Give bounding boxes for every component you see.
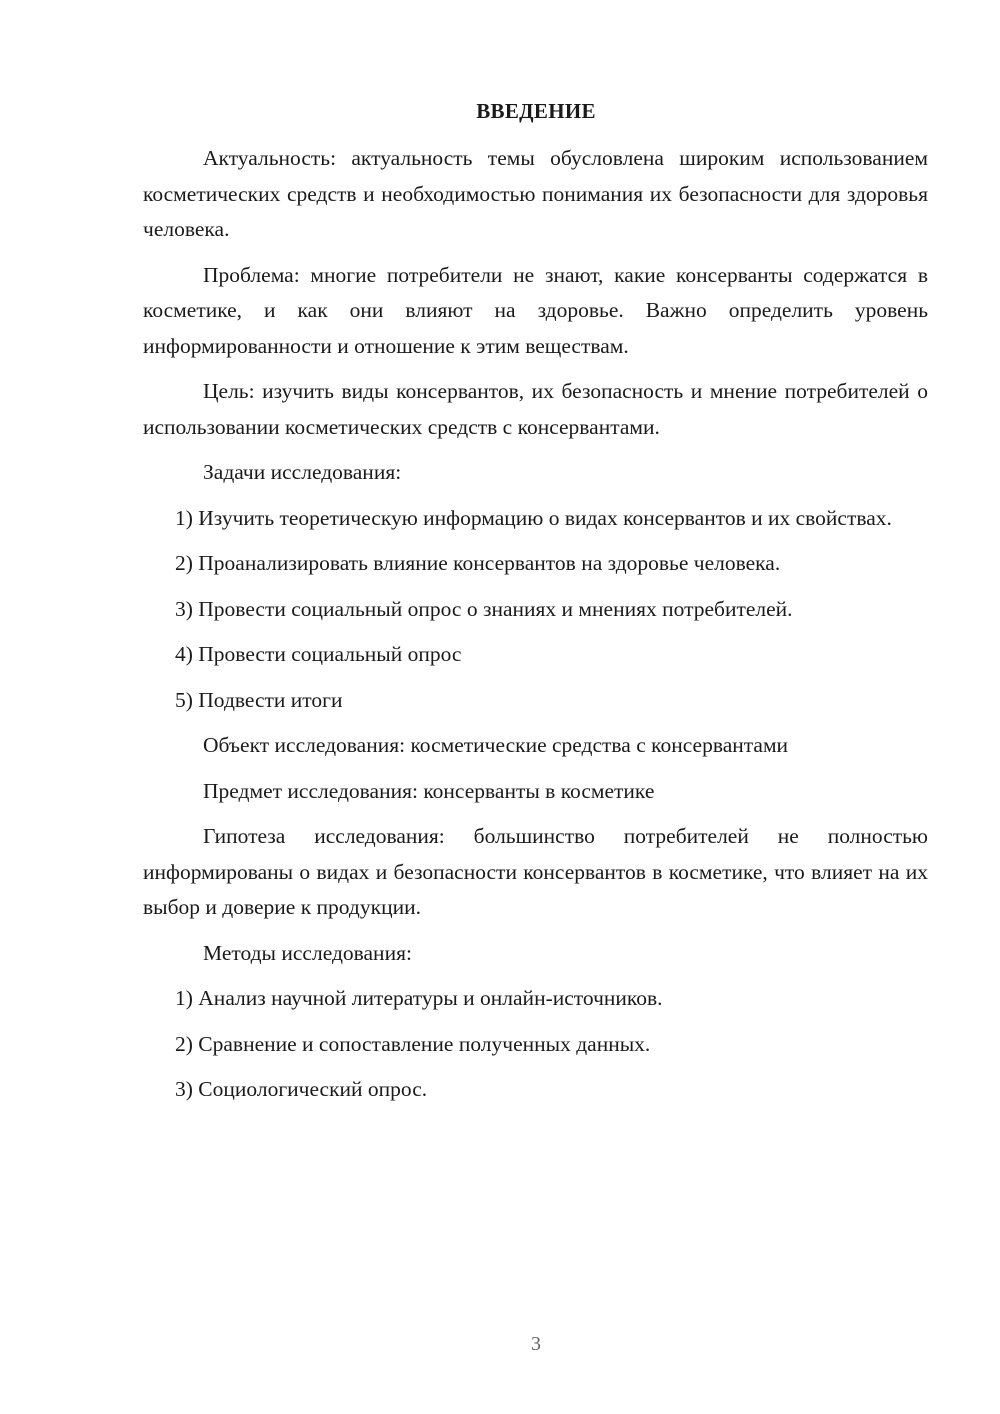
task-item: 4) Провести социальный опрос xyxy=(175,642,462,666)
method-item: 1) Анализ научной литературы и онлайн-источников. xyxy=(175,986,663,1010)
research-object: Объект исследования: косметические средства с консервантами xyxy=(203,733,789,757)
methods-heading: Методы исследования: xyxy=(203,940,412,965)
section-title: ВВЕДЕНИЕ xyxy=(476,99,596,123)
paragraph-relevance: Актуальность: актуальность темы обусловлена широким использованием косметических средств и необходимостью понимания их безопасности для здоровья человека. xyxy=(143,146,928,241)
task-item: 2) Проанализировать влияние консервантов на здоровье человека. xyxy=(175,551,781,575)
research-subject: Предмет исследования: консерванты в косметике xyxy=(203,778,655,803)
page-number: 3 xyxy=(531,1333,541,1355)
tasks-heading: Задачи исследования: xyxy=(203,460,402,484)
method-item: 2) Сравнение и сопоставление полученных данных. xyxy=(175,1031,651,1056)
task-item: 5) Подвести итоги xyxy=(175,687,343,712)
document-body xyxy=(143,141,928,1118)
research-hypothesis: Гипотеза исследования: большинство потребителей не полностью информированы о видах и безопасности консервантов в косметике, что влияет на их выбор и доверие к продукции. xyxy=(143,824,928,919)
method-item: 3) Социологический опрос. xyxy=(175,1077,428,1101)
paragraph-problem: Проблема: многие потребители не знают, какие консерванты содержатся в косметике, и как они влияют на здоровье. Важно определить уровень информированности и отношение к этим веществам. xyxy=(143,262,928,358)
task-item: 1) Изучить теоретическую информацию о видах консервантов и их свойствах. xyxy=(175,505,892,530)
task-item: 3) Провести социальный опрос о знаниях и мнениях потребителей. xyxy=(175,596,793,621)
paragraph-goal: Цель: изучить виды консервантов, их безопасность и мнение потребителей о использовании косметических средств с консервантами. xyxy=(143,379,928,439)
